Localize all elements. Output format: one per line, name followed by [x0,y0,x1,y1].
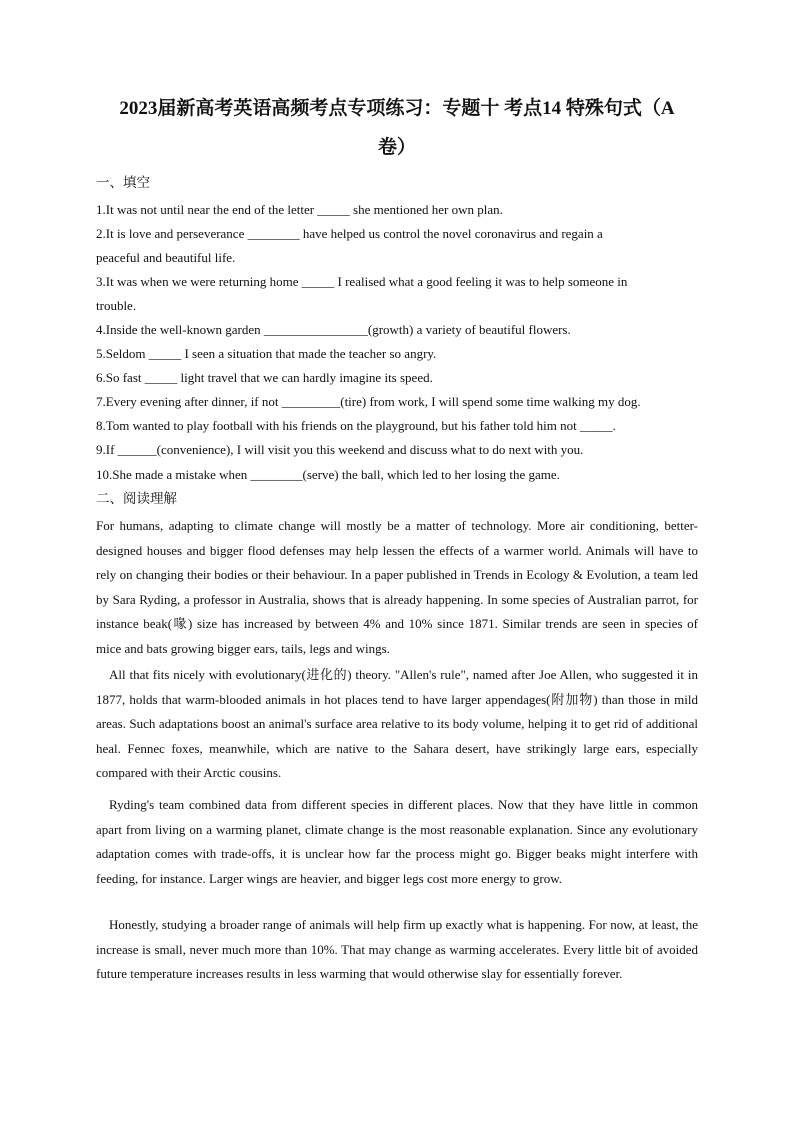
question-line: 8.Tom wanted to play football with his friends on the playground, but his father told him not _____. [96,418,616,433]
question-line: 10.She made a mistake when ________(serve) the ball, which led to her losing the game. [96,467,560,482]
section-heading-reading: 二、阅读理解 [96,491,177,506]
question-line: trouble. [96,298,137,313]
question-line: 5.Seldom _____ I seen a situation that made the teacher so angry. [96,346,437,361]
doc-title-line2: 卷） [377,137,416,158]
question-line: 1.It was not until near the end of the letter _____ she mentioned her own plan. [96,202,503,217]
passage-paragraph: Honestly, studying a broader range of animals will help firm up exactly what is happening. For now, at least, the increase is small, never much more than 10%. That may change as warming accelerates. Every little bit of avoided future temperature increases results in less warming that would otherwise slay for essentially forever. [96,917,698,982]
question-line: 3.It was when we were returning home _____ I realised what a good feeling it was to help someone in [96,274,628,289]
question-line: peaceful and beautiful life. [96,250,236,265]
doc-title-line1: 2023届新高考英语高频考点专项练习：专题十 考点14 特殊句式（A [119,98,675,119]
question-line: 9.If ______(convenience), I will visit you this weekend and discuss what to do next with you. [96,442,584,457]
question-line: 4.Inside the well-known garden ________________(growth) a variety of beautiful flowers. [96,322,571,337]
question-line: 6.So fast _____ light travel that we can hardly imagine its speed. [96,370,433,385]
section-heading-fill-blank: 一、填空 [96,175,150,190]
passage-paragraph: All that fits nicely with evolutionary(进化的) theory. "Allen's rule", named after Joe Allen, who suggested it in 1877, holds that warm-blooded animals in hot places tend to have larger appendages(附加物) than those in mild areas. Such adaptations boost an animal's surface area relative to its body volume, helping it to get rid of additional heal. Fennec foxes, meanwhile, which are native to the Sahara desert, have strikingly large ears, especially compared with their Arctic cousins. [96,667,698,781]
passage-paragraph: For humans, adapting to climate change will mostly be a matter of technology. More air conditioning, better-designed houses and bigger flood defenses may help lessen the effects of a warmer world. Animals will have to rely on changing their bodies or their behaviour. In a paper published in Trends in Ecology & Evolution, a team led by Sara Ryding, a professor in Australia, shows that is already happening. In some species of Australian parrot, for instance beak(喙) size has increased by between 4% and 10% since 1871. Similar trends are seen in species of mice and bats growing bigger ears, tails, legs and wings. [96,518,698,656]
passage-paragraph: Ryding's team combined data from different species in different places. Now that they have little in common apart from living on a warming planet, climate change is the most reasonable explanation. Since any evolutionary adaptation comes with trade-offs, it is unclear how far the process might go. Bigger beaks might interfere with feeding, for instance. Larger wings are heavier, and bigger legs cost more energy to grow. [96,797,698,886]
question-line: 7.Every evening after dinner, if not _________(tire) from work, I will spend some time walking my dog. [96,394,641,409]
question-line: 2.It is love and perseverance ________ have helped us control the novel coronavirus and regain a [96,226,603,241]
